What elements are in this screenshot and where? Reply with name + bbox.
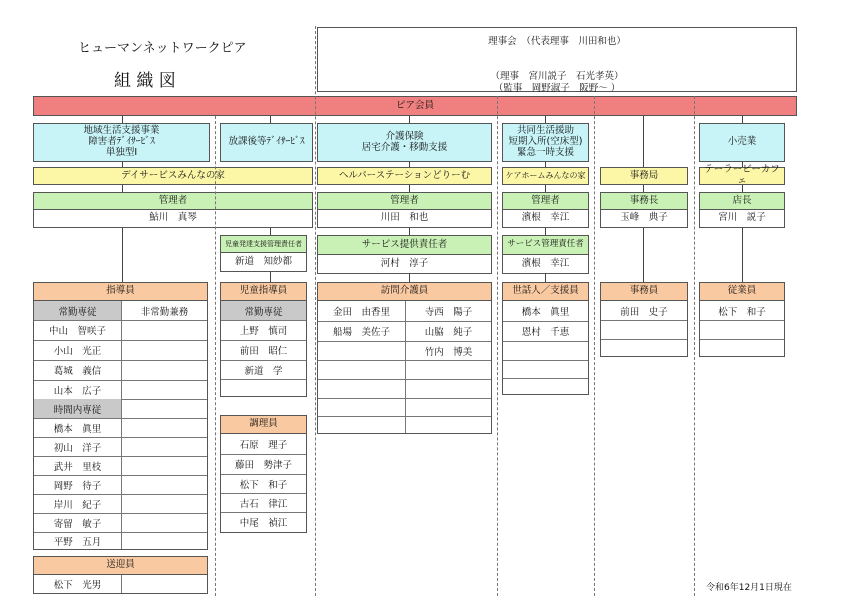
list-item: 金田 由香里 [332,307,390,318]
board-line-2: （理事 宮川説子 石光孝英） [490,71,624,82]
list-item: 松下 和子 [239,479,288,491]
list-item: 山脇 純子 [424,327,473,338]
list-item: 恩村 千恵 [521,327,570,338]
list-item: 山本 広子 [53,385,102,397]
manager-carehome-title: 管理者 [502,192,589,210]
list-item: 竹内 博美 [424,346,473,358]
list-item: 武井 里枝 [53,461,102,473]
service-care: 介護保険 居宅介護・移動支援 [317,123,492,162]
list-item: 上野 慎司 [239,326,288,337]
manager-office-title: 事務長 [600,192,688,210]
service-retail: 小売業 [699,123,785,162]
instructors-col-part: 非常勤兼務 [140,306,189,318]
list-item: 寄留 敏子 [53,518,102,530]
svc-mgr-name: 濱根 幸江 [502,254,589,274]
manager-helper-name: 川田 和也 [317,209,492,228]
list-item: 中尾 禎江 [239,518,288,529]
child-manager-title: 児童発達支援管理責任者 [220,235,307,253]
footer-date: 令和6年12月1日現在 [706,583,792,593]
chart-title: 組 織 図 [114,71,176,91]
list-item: 橋本 眞里 [53,423,102,435]
board-line-1: 理事会 （代表理事 川田和也） [488,36,626,47]
child-instructors-table [220,300,307,397]
child-instructors-col: 常勤専従 [221,301,306,320]
manager-helper-title: 管理者 [317,192,492,210]
service-manager-title: サービス提供責任者 [317,235,492,255]
list-item: 葛城 義信 [53,366,102,377]
list-item: 橋本 眞里 [521,307,570,318]
transport-title: 送迎員 [33,556,208,575]
org-name: ヒューマンネットワークピア [78,41,247,56]
cafe-staff-table [699,300,785,357]
board-box [317,27,797,92]
list-item: 中山 智咲子 [48,326,106,337]
instructors-table [33,300,208,550]
cooks-table [220,433,307,533]
service-group: 共同生活援助 短期入所(空床型) 緊急一時支援 [502,123,589,162]
office-staff-table [600,300,688,357]
child-instructors-title: 児童指導員 [220,282,307,301]
list-item: 新道 学 [244,365,283,377]
unit-day-service: デイサービスみんなの家 [33,167,313,185]
list-item: 前田 史子 [620,306,668,318]
service-manager-name: 河村 淳子 [317,254,492,274]
list-item: 藤田 勢津子 [234,460,292,471]
list-item: 岡野 待子 [53,480,102,492]
instructors-title: 指導員 [33,282,208,301]
svc-mgr-title: サービス管理責任者 [502,235,589,255]
list-item: 岸川 紀子 [53,499,102,511]
manager-day-name: 鮎川 真琴 [33,209,313,228]
list-item: 松下 光男 [53,580,102,591]
caregivers-table [502,300,589,395]
unit-helper-station: ヘルパーステーションどりーむ [317,167,492,185]
visiting-table [317,300,492,434]
list-item: 寺西 陽子 [424,307,473,318]
list-item: 石原 理子 [239,440,288,451]
list-item: 小山 光正 [53,346,102,357]
instructors-hourly-label: 時間内専従 [34,399,121,418]
child-manager-name: 新道 知紗都 [220,252,307,272]
manager-carehome-name: 濱根 幸江 [502,209,589,228]
unit-cafe: テーラービーカフェ [699,167,785,185]
board-line-3: （監事 岡野淑子 阪野～ ） [493,83,621,94]
manager-cafe-name: 宮川 説子 [699,209,785,228]
visiting-title: 訪問介護員 [317,282,492,301]
cooks-title: 調理員 [220,415,307,434]
list-item: 平野 五月 [53,536,102,548]
manager-office-name: 玉峰 典子 [600,209,688,228]
service-community: 地域生活支援事業 障害者ﾃﾞｲｻｰﾋﾞｽ 単独型Ⅰ [33,123,210,162]
list-item: 古石 律江 [239,498,288,510]
list-item: 松下 和子 [718,306,766,318]
manager-cafe-title: 店長 [699,192,785,210]
unit-carehome: ケアホームみんなの家 [502,167,589,185]
instructors-col-full: 常勤専従 [34,301,121,320]
list-item: 船場 美佐子 [332,327,390,338]
office-staff-title: 事務員 [600,282,688,301]
list-item: 前田 昭仁 [239,346,288,357]
service-after-school: 放課後等ﾃﾞｲｻｰﾋﾞｽ [220,123,313,162]
transport-table [33,574,208,594]
unit-office: 事務局 [600,167,688,185]
members-bar: ピア会員 [33,96,797,116]
cafe-staff-title: 従業員 [699,282,785,301]
manager-day-title: 管理者 [33,192,313,210]
list-item: 初山 洋子 [53,442,102,454]
caregivers-title: 世話人／支援員 [502,282,589,301]
